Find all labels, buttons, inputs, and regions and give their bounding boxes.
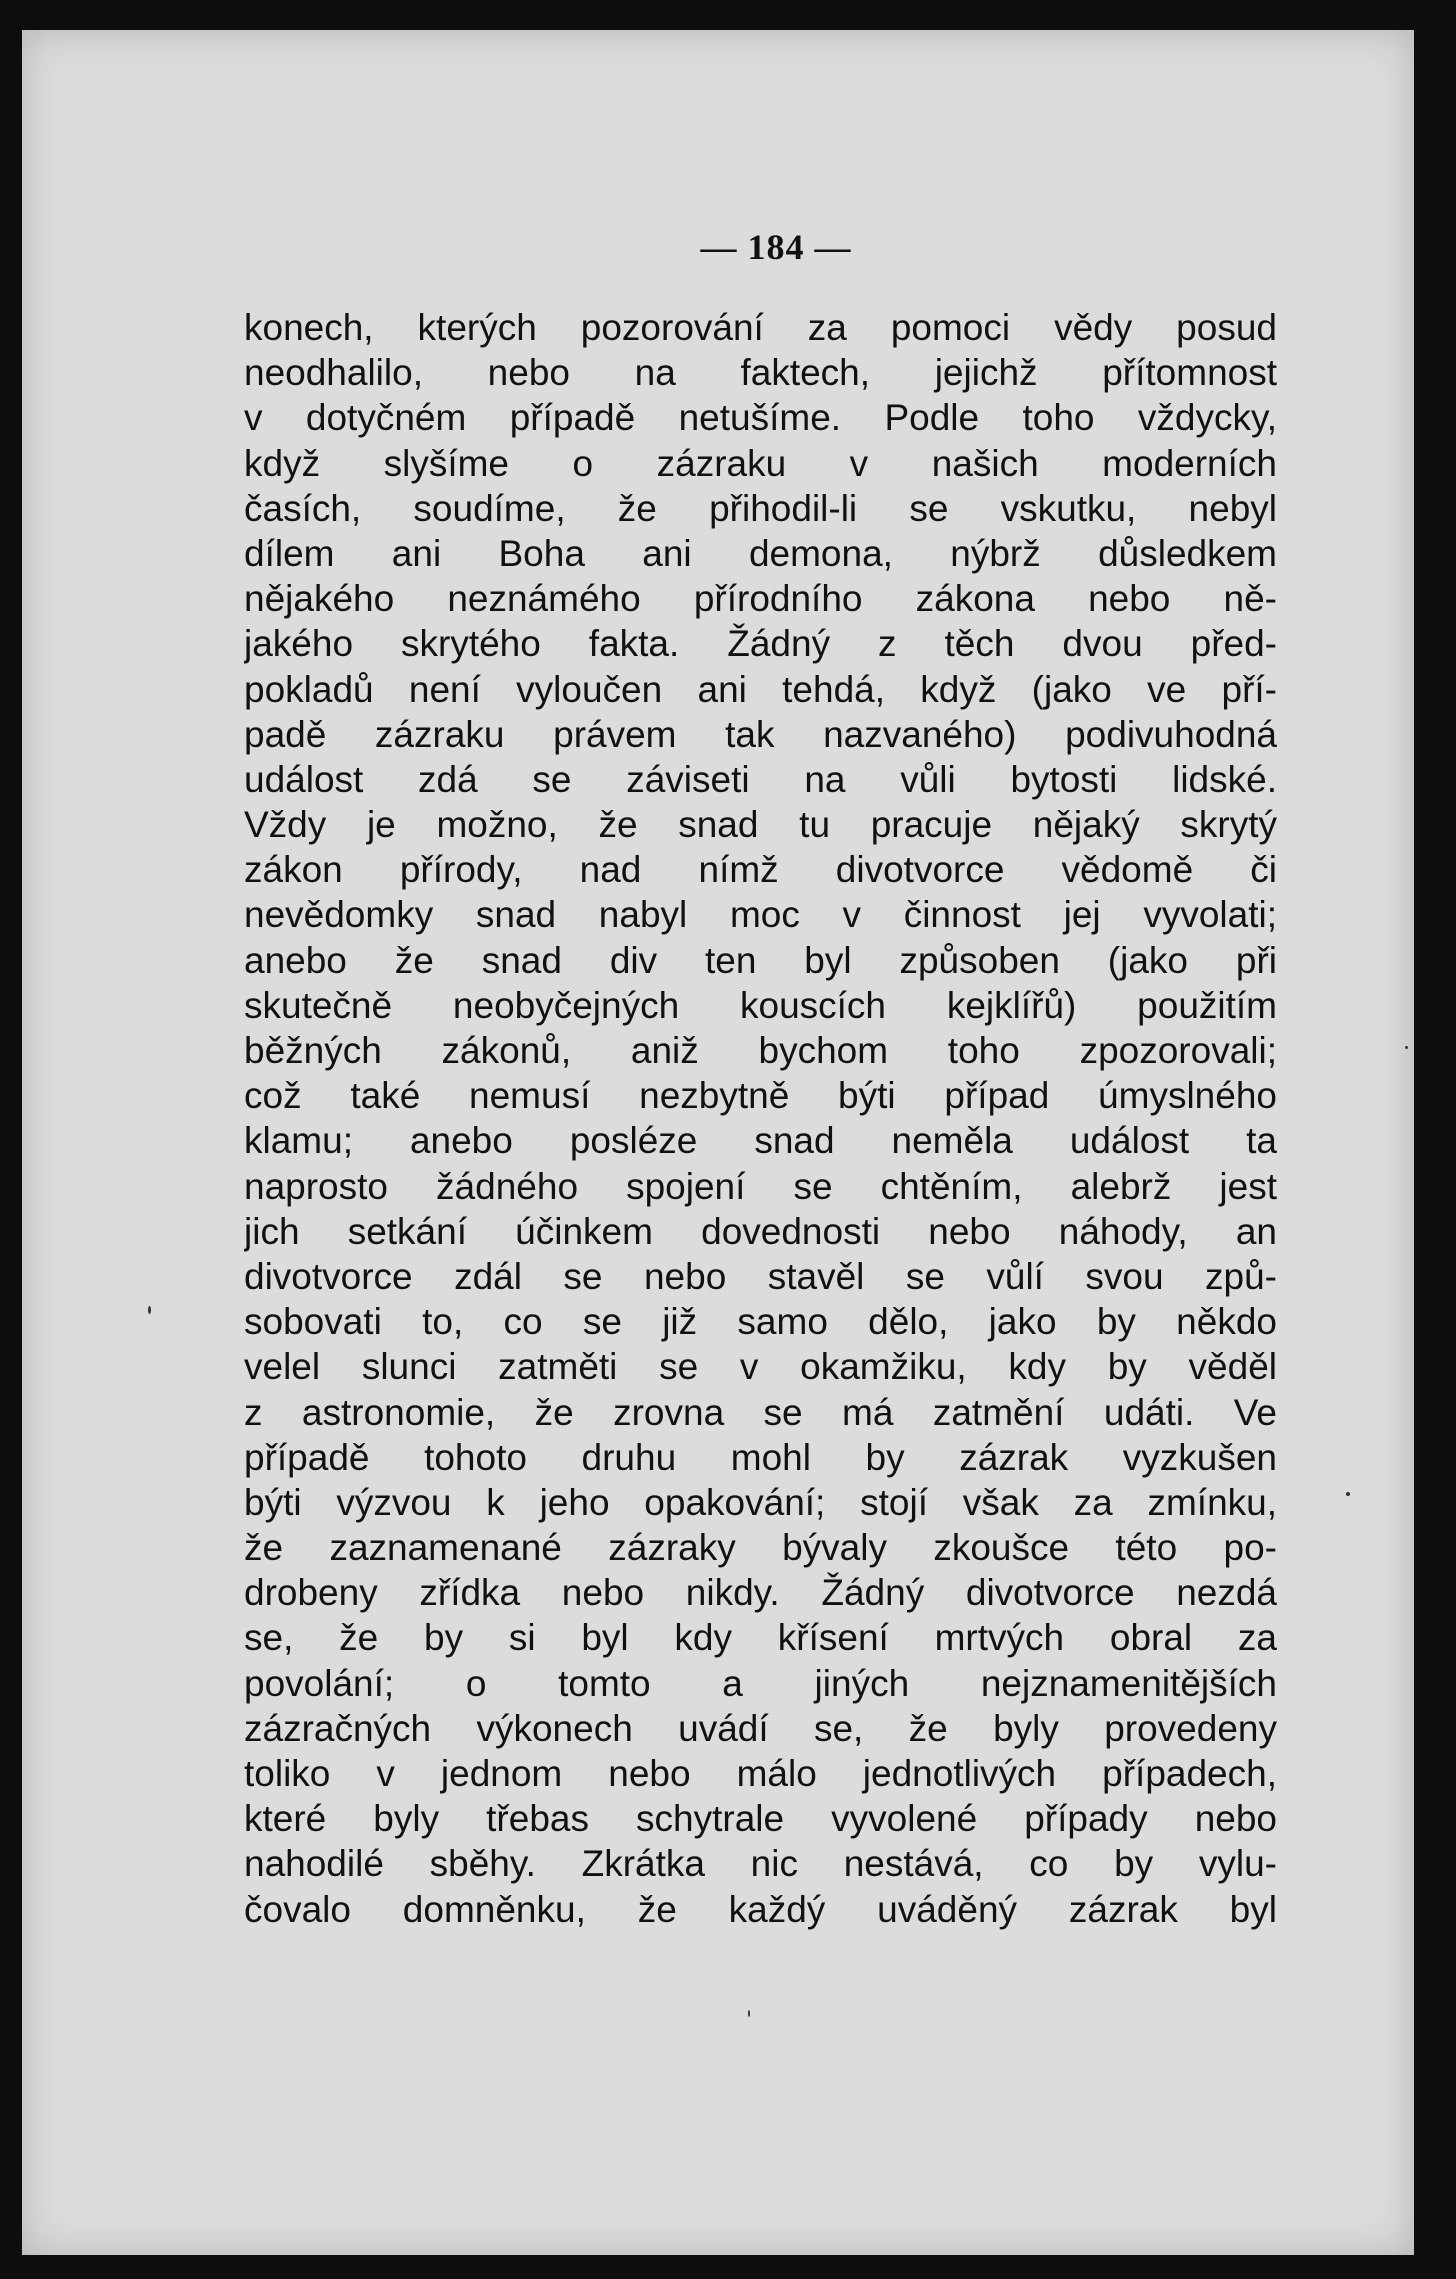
text-line: z astronomie, že zrovna se má zatmění udáti. Ve bbox=[244, 1391, 1277, 1433]
text-line: nevědomky snad nabyl moc v činnost jej vyvolati; bbox=[244, 894, 1277, 936]
text-line: divotvorce zdál se nebo stavěl se vůlí svou způ- bbox=[244, 1255, 1277, 1297]
text-line: nahodilé sběhy. Zkrátka nic nestává, co by vylu- bbox=[244, 1843, 1277, 1885]
text-line: býti výzvou k jeho opakování; stojí však za zmínku, bbox=[244, 1481, 1277, 1523]
text-line: jich setkání účinkem dovednosti nebo náhody, an bbox=[244, 1210, 1277, 1252]
text-line: velel slunci zatměti se v okamžiku, kdy by věděl bbox=[244, 1346, 1277, 1388]
scan-speck bbox=[1346, 1492, 1350, 1496]
page-number: — 184 — bbox=[700, 227, 852, 267]
text-line: které byly třebas schytrale vyvolené případy nebo bbox=[244, 1798, 1277, 1840]
text-line: zákon přírody, nad nímž divotvorce vědomě či bbox=[244, 849, 1277, 891]
text-line: pokladů není vyloučen ani tehdá, když (jako ve pří- bbox=[244, 668, 1277, 710]
text-line: neodhalilo, nebo na faktech, jejichž přítomnost bbox=[244, 352, 1277, 394]
scan-speck bbox=[148, 1306, 151, 1314]
text-line: čovalo domněnku, že každý uváděný zázrak byl bbox=[244, 1888, 1277, 1930]
scan-speck bbox=[1405, 1046, 1408, 1049]
text-line: časích, soudíme, že přihodil-li se vskutku, nebyl bbox=[244, 487, 1277, 529]
text-line: padě zázraku právem tak nazvaného) podivuhodná bbox=[244, 713, 1277, 755]
text-line: klamu; anebo posléze snad neměla událost ta bbox=[244, 1120, 1277, 1162]
text-line: nějakého neznámého přírodního zákona nebo ně- bbox=[244, 578, 1277, 620]
text-line: když slyšíme o zázraku v našich moderních bbox=[244, 442, 1277, 484]
text-line: se, že by si byl kdy křísení mrtvých obral za bbox=[244, 1617, 1277, 1659]
text-line: toliko v jednom nebo málo jednotlivých případech, bbox=[244, 1753, 1277, 1794]
text-line: že zaznamenané zázraky bývaly zkoušce této po- bbox=[244, 1527, 1277, 1569]
text-line: konech, kterých pozorování za pomoci vědy posud bbox=[244, 307, 1277, 348]
text-line: povolání; o tomto a jiných nejznamenitějších bbox=[244, 1662, 1277, 1704]
text-line: dílem ani Boha ani demona, nýbrž důsledkem bbox=[244, 532, 1277, 574]
text-line: což také nemusí nezbytně býti případ úmyslného bbox=[244, 1075, 1277, 1117]
text-line: anebo že snad div ten byl způsoben (jako při bbox=[244, 939, 1277, 981]
text-line: sobovati to, co se již samo dělo, jako by někdo bbox=[244, 1301, 1277, 1343]
scan-speck bbox=[748, 2010, 750, 2017]
text-line: skutečně neobyčejných kouscích kejklířů) použitím bbox=[244, 984, 1277, 1026]
text-line: Vždy je možno, že snad tu pracuje nějaký skrytý bbox=[244, 804, 1277, 846]
text-line: případě tohoto druhu mohl by zázrak vyzkušen bbox=[244, 1436, 1277, 1478]
body-text bbox=[244, 305, 1277, 1932]
text-line: událost zdá se záviseti na vůli bytosti lidské. bbox=[244, 758, 1277, 800]
text-line: v dotyčném případě netušíme. Podle toho vždycky, bbox=[244, 397, 1277, 439]
text-line: naprosto žádného spojení se chtěním, alebrž jest bbox=[244, 1165, 1277, 1207]
text-line: jakého skrytého fakta. Žádný z těch dvou před- bbox=[244, 623, 1277, 665]
text-line: běžných zákonů, aniž bychom toho zpozorovali; bbox=[244, 1030, 1277, 1071]
text-line: zázračných výkonech uvádí se, že byly provedeny bbox=[244, 1707, 1277, 1749]
text-line: drobeny zřídka nebo nikdy. Žádný divotvorce nezdá bbox=[244, 1572, 1277, 1614]
